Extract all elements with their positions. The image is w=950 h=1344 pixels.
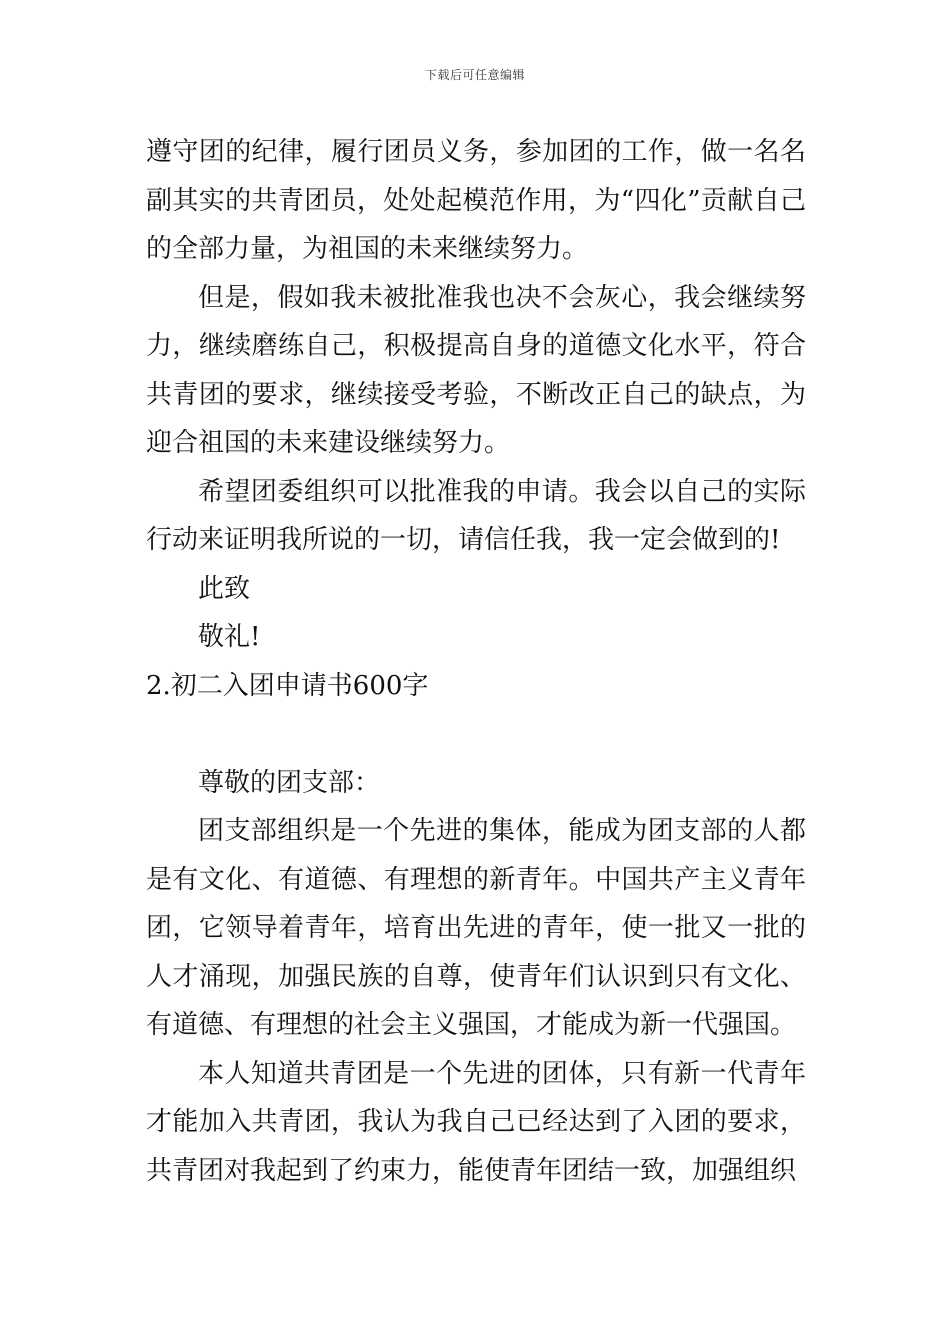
- blank-line: [146, 710, 806, 759]
- document-body: [146, 128, 806, 1195]
- salutation: 尊敬的团支部：: [198, 767, 381, 798]
- paragraph: 团支部组织是一个先进的集体，能成为团支部的人都是有文化、有道德、有理想的新青年。中国共产主义青年团，它领导着青年，培育出先进的青年，使一批又一批的人才涌现，加强民族的自尊，使青年们认识到只有文化、有道德、有理想的社会主义强国，才能成为新一代强国。: [146, 816, 806, 1040]
- header-note: 下载后可任意编辑: [424, 68, 525, 82]
- section-title: 2.初二入团申请书600字: [146, 670, 429, 701]
- paragraph: 希望团委组织可以批准我的申请。我会以自己的实际行动来证明我所说的一切，请信任我，我一定会做到的!: [146, 476, 806, 555]
- paragraph: 但是，假如我未被批准我也决不会灰心，我会继续努力，继续磨练自己，积极提高自身的道德文化水平，符合共青团的要求，继续接受考验，不断改正自己的缺点，为迎合祖国的未来建设继续努力。: [146, 282, 806, 458]
- closing-line: 此致: [198, 573, 251, 604]
- paragraph: 本人知道共青团是一个先进的团体，只有新一代青年才能加入共青团，我认为我自己已经达到了入团的要求，共青团对我起到了约束力，能使青年团结一致，加强组织: [146, 1058, 806, 1186]
- paragraph-continuation: 遵守团的纪律，履行团员义务，参加团的工作，做一名名副其实的共青团员，处处起模范作用，为“四化”贡献自己的全部力量，为祖国的未来继续努力。: [146, 137, 806, 264]
- closing-line: 敬礼!: [198, 622, 261, 652]
